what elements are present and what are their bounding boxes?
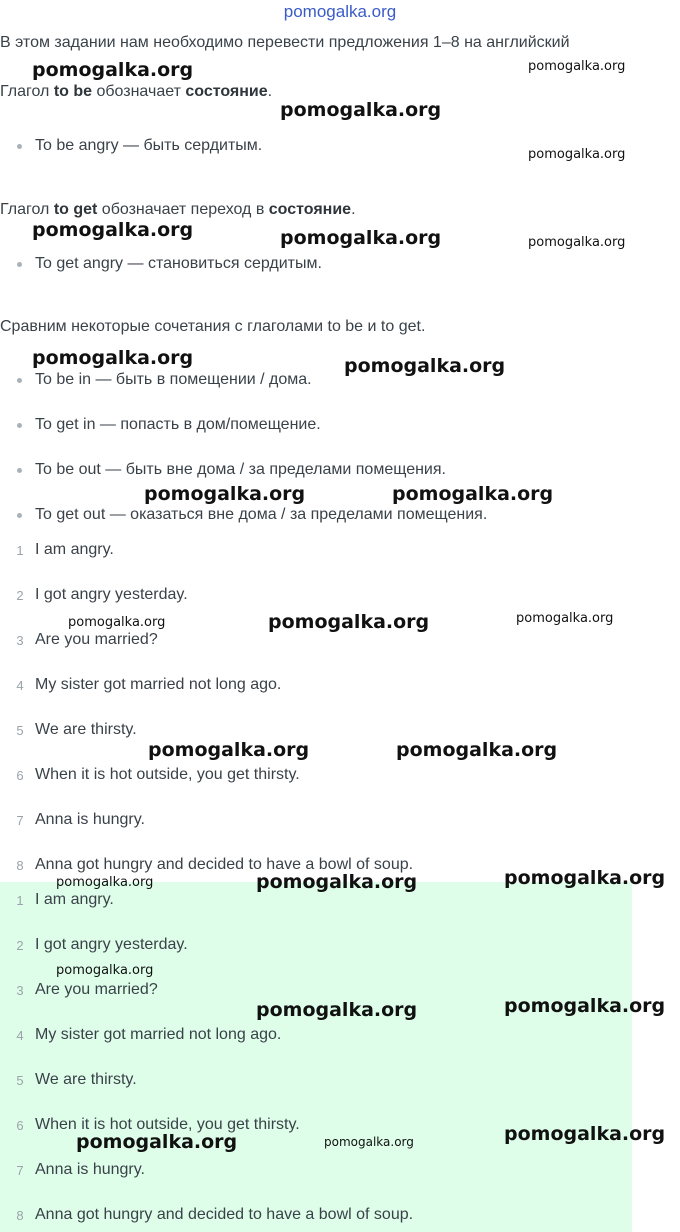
list-number: 8 [16,1208,24,1223]
watermark: pomogalka.org [280,227,442,249]
get-example: To get angry — становиться сердитым. [35,255,322,272]
answer-sentence: I am angry. [35,891,114,908]
answer-sentence: Anna got hungry and decided to have a bowl of soup. [35,1206,414,1223]
site-watermark-link[interactable]: pomogalka.org [283,2,397,21]
comparison-item: To get in — попасть в дом/помещение. [35,416,321,433]
list-number: 4 [16,678,24,693]
task-sentence: Are you married? [35,631,158,648]
get-rule-prefix: Глагол [0,201,54,218]
task-sentence: My sister got married not long ago. [35,676,282,693]
intro-text: В этом задании нам необходимо перевести предложения 1–8 на английский [0,34,570,51]
watermark: pomogalka.org [392,483,554,505]
answer-sentence: I got angry yesterday. [35,936,188,953]
task-sentence: I got angry yesterday. [35,586,188,603]
bullet-icon [17,262,22,267]
list-number: 2 [16,938,24,953]
bullet-icon [17,513,22,518]
task-sentence: Anna is hungry. [35,811,145,828]
watermark: pomogalka.org [528,147,626,162]
list-number: 6 [16,1118,24,1133]
watermark: pomogalka.org [68,615,166,630]
be-rule [0,83,272,101]
list-number: 4 [16,1028,24,1043]
watermark: pomogalka.org [504,1123,666,1145]
list-number: 7 [16,813,24,828]
bullet-icon [17,423,22,428]
watermark: pomogalka.org [144,483,306,505]
watermark: pomogalka.org [504,867,666,889]
task-sentence: I am angry. [35,541,114,558]
watermark: pomogalka.org [256,999,418,1021]
watermark: pomogalka.org [76,1131,238,1153]
get-rule-noun: состояние [268,201,352,218]
be-rule-prefix: Глагол [0,83,54,100]
list-number: 1 [16,543,24,558]
be-rule-verb: to be [53,83,93,100]
answer-sentence: We are thirsty. [35,1071,137,1088]
comparison-item: To be in — быть в помещении / дома. [35,371,312,388]
bullet-icon [17,378,22,383]
answer-sentence: My sister got married not long ago. [35,1026,282,1043]
watermark: pomogalka.org [528,235,626,250]
task-sentence: We are thirsty. [35,721,137,738]
get-rule-middle: обозначает переход в [97,201,269,218]
answer-sentence: Are you married? [35,981,158,998]
comparison-item: To be out — быть вне дома / за пределами помещения. [35,461,446,478]
comparison-item: To get out — оказаться вне дома / за пределами помещения. [35,506,488,523]
watermark: pomogalka.org [56,875,154,890]
watermark: pomogalka.org [256,871,418,893]
watermark: pomogalka.org [516,611,614,626]
get-rule [0,201,356,219]
task-sentence: Anna got hungry and decided to have a bowl of soup. [35,856,414,873]
watermark: pomogalka.org [344,355,506,377]
answer-sentence: When it is hot outside, you get thirsty. [35,1116,300,1133]
watermark: pomogalka.org [32,347,194,369]
list-number: 6 [16,768,24,783]
watermark: pomogalka.org [396,739,558,761]
list-number: 5 [16,723,24,738]
watermark: pomogalka.org [268,611,430,633]
list-number: 2 [16,588,24,603]
watermark: pomogalka.org [56,963,154,978]
list-number: 8 [16,858,24,873]
bullet-icon [17,468,22,473]
watermark: pomogalka.org [504,995,666,1017]
watermark: pomogalka.org [148,739,310,761]
get-rule-verb: to get [53,201,98,218]
list-number: 5 [16,1073,24,1088]
watermark: pomogalka.org [32,59,194,81]
list-number: 1 [16,893,24,908]
task-sentence: When it is hot outside, you get thirsty. [35,766,300,783]
watermark: pomogalka.org [324,1135,414,1149]
compare-intro: Сравним некоторые сочетания с глаголами to be и to get. [0,318,426,335]
list-number: 7 [16,1163,24,1178]
answer-sentence: Anna is hungry. [35,1161,145,1178]
list-number: 3 [16,633,24,648]
list-number: 3 [16,983,24,998]
be-rule-noun: состояние [185,83,268,100]
be-rule-middle: обозначает [92,83,186,100]
get-rule-suffix: . [351,201,356,218]
watermark: pomogalka.org [280,99,442,121]
be-rule-suffix: . [267,83,273,100]
be-example: To be angry — быть сердитым. [35,137,263,154]
watermark: pomogalka.org [528,59,626,74]
watermark: pomogalka.org [32,219,194,241]
answer-block [0,882,632,1232]
bullet-icon [17,144,22,149]
